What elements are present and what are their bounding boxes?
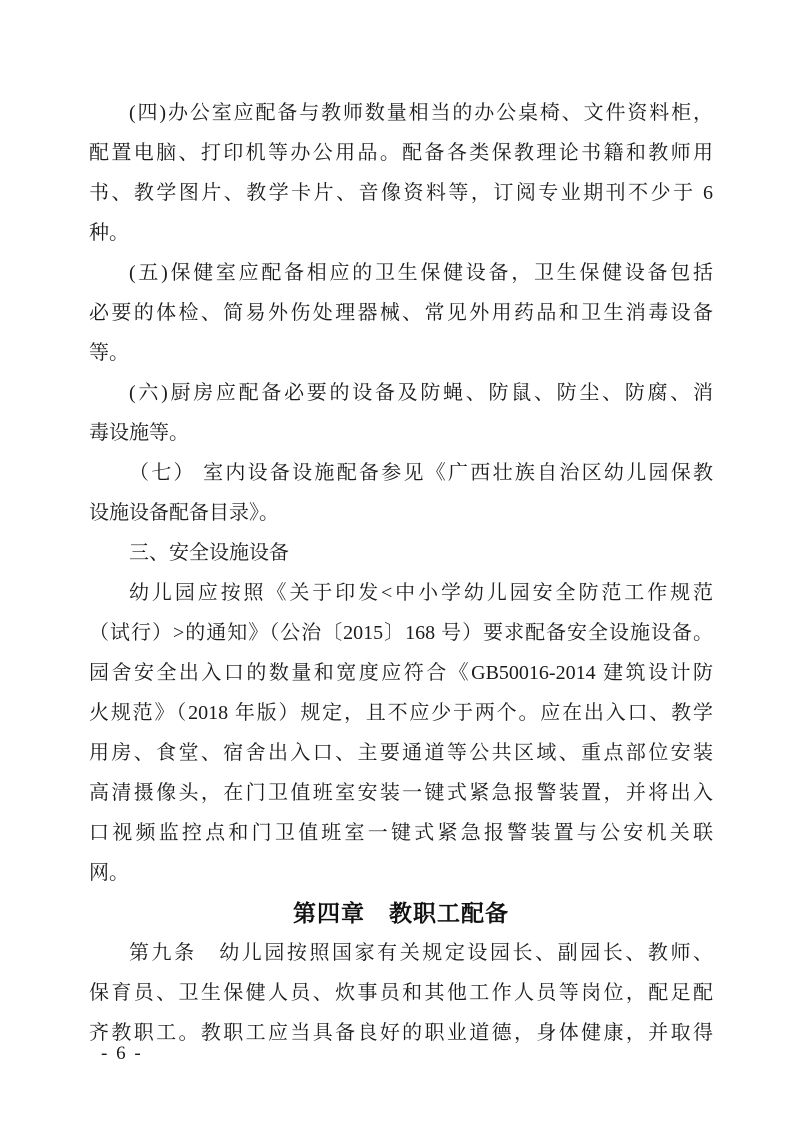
text-line: 用房、食堂、宿舍出入口、主要通道等公共区域、重点部位安装 bbox=[89, 742, 713, 764]
page-number: - 6 - bbox=[101, 1043, 143, 1064]
text-line: 种。 bbox=[89, 222, 129, 244]
text-line: 齐教职工。教职工应当具备良好的职业道德，身体健康，并取得 bbox=[89, 1022, 713, 1044]
text-line: 网。 bbox=[89, 862, 129, 884]
text-line: 园舍安全出入口的数量和宽度应符合《GB50016-2014 建筑设计防 bbox=[89, 662, 713, 684]
text-line: 高清摄像头，在门卫值班室安装一键式紧急报警装置，并将出入 bbox=[89, 782, 713, 804]
text-line: 第九条 幼儿园按照国家有关规定设园长、副园长、教师、 bbox=[129, 942, 713, 964]
text-line: (六)厨房应配备必要的设备及防蝇、防鼠、防尘、防腐、消 bbox=[129, 382, 713, 404]
text-line: 设施设备配备目录》。 bbox=[89, 502, 279, 524]
text-line: （试行）>的通知》（公治〔2015〕168 号）要求配备安全设施设备。 bbox=[89, 622, 713, 644]
text-line: 书、教学图片、教学卡片、音像资料等，订阅专业期刊不少于 6 bbox=[89, 182, 713, 204]
text-line: 保育员、卫生保健人员、炊事员和其他工作人员等岗位，配足配 bbox=[89, 982, 713, 1004]
text-line: 必要的体检、简易外伤处理器械、常见外用药品和卫生消毒设备 bbox=[89, 302, 713, 324]
chapter-heading: 第四章 教职工配备 bbox=[293, 900, 509, 926]
text-line: 三、安全设施设备 bbox=[129, 542, 289, 564]
text-line: 火规范》（2018 年版）规定，且不应少于两个。应在出入口、教学 bbox=[89, 702, 713, 724]
text-line: 口视频监控点和门卫值班室一键式紧急报警装置与公安机关联 bbox=[89, 822, 713, 844]
text-line: 幼儿园应按照《关于印发<中小学幼儿园安全防范工作规范 bbox=[129, 582, 713, 604]
document-body bbox=[89, 93, 713, 1053]
text-line: （七） 室内设备设施配备参见《广西壮族自治区幼儿园保教 bbox=[129, 462, 713, 484]
text-line: 等。 bbox=[89, 342, 129, 364]
text-line: (四)办公室应配备与教师数量相当的办公桌椅、文件资料柜， bbox=[129, 102, 713, 124]
text-line: (五)保健室应配备相应的卫生保健设备，卫生保健设备包括 bbox=[129, 262, 713, 284]
text-line: 配置电脑、打印机等办公用品。配备各类保教理论书籍和教师用 bbox=[89, 142, 713, 164]
text-line: 毒设施等。 bbox=[89, 422, 189, 444]
